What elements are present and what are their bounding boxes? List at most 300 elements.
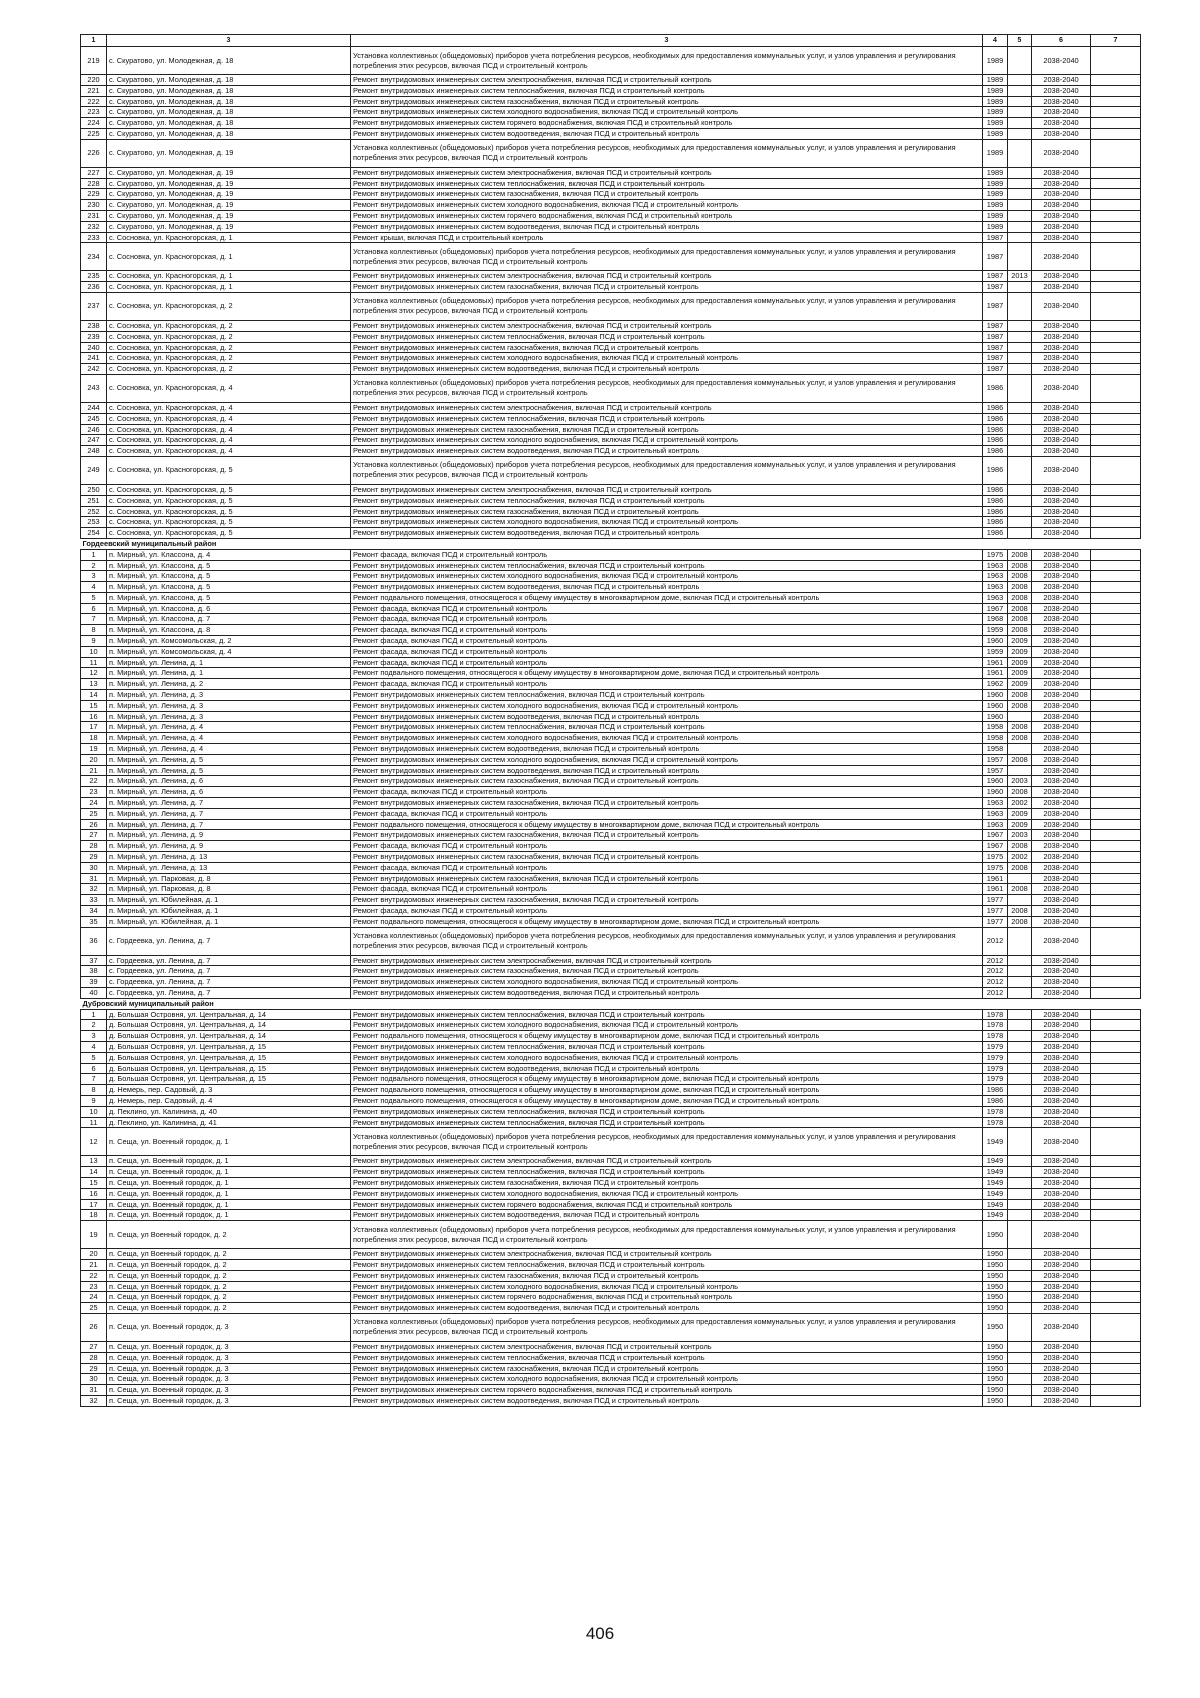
planned-period: 2038-2040 — [1032, 657, 1091, 668]
year-last-repair — [1008, 1041, 1032, 1052]
work-description: Ремонт внутридомовых инженерных систем холодного водоснабжения, включая ПСД и строительный контроль — [351, 107, 983, 118]
year-built: 1960 — [983, 787, 1008, 798]
planned-period: 2038-2040 — [1032, 862, 1091, 873]
planned-period: 2038-2040 — [1032, 765, 1091, 776]
row-number: 21 — [81, 1259, 107, 1270]
table-row — [81, 977, 1141, 988]
row-number: 8 — [81, 1085, 107, 1096]
year-last-repair — [1008, 1106, 1032, 1117]
work-description: Ремонт внутридомовых инженерных систем газоснабжения, включая ПСД и строительный контроль — [351, 830, 983, 841]
planned-period: 2038-2040 — [1032, 679, 1091, 690]
work-description: Ремонт внутридомовых инженерных систем газоснабжения, включая ПСД и строительный контроль — [351, 966, 983, 977]
planned-period: 2038-2040 — [1032, 1281, 1091, 1292]
address: с. Сосновка, ул. Красногорская, д. 4 — [107, 446, 351, 457]
year-built: 1958 — [983, 733, 1008, 744]
col7 — [1091, 167, 1141, 178]
year-built: 1989 — [983, 47, 1008, 75]
planned-period: 2038-2040 — [1032, 754, 1091, 765]
year-last-repair: 2008 — [1008, 754, 1032, 765]
col7 — [1091, 1313, 1141, 1341]
year-last-repair — [1008, 85, 1032, 96]
address: п. Мирный, ул. Ленина, д. 4 — [107, 744, 351, 755]
row-number: 19 — [81, 1221, 107, 1249]
work-description: Ремонт подвального помещения, относящегося к общему имуществу в многоквартирном доме, включая ПСД и строительный контроль — [351, 819, 983, 830]
year-last-repair — [1008, 128, 1032, 139]
year-built: 2012 — [983, 987, 1008, 998]
row-number: 240 — [81, 342, 107, 353]
row-number: 233 — [81, 232, 107, 243]
table-row — [81, 1074, 1141, 1085]
year-last-repair — [1008, 1009, 1032, 1020]
year-built: 1961 — [983, 884, 1008, 895]
work-description: Ремонт внутридомовых инженерных систем теплоснабжения, включая ПСД и строительный контроль — [351, 560, 983, 571]
row-number: 253 — [81, 517, 107, 528]
address: п. Мирный, ул. Ленина, д. 3 — [107, 711, 351, 722]
work-description: Ремонт внутридомовых инженерных систем газоснабжения, включая ПСД и строительный контроль — [351, 96, 983, 107]
table-row — [81, 614, 1141, 625]
work-description: Ремонт внутридомовых инженерных систем газоснабжения, включая ПСД и строительный контроль — [351, 282, 983, 293]
planned-period: 2038-2040 — [1032, 895, 1091, 906]
row-number: 229 — [81, 189, 107, 200]
table-row — [81, 603, 1141, 614]
year-built: 2012 — [983, 966, 1008, 977]
row-number: 224 — [81, 118, 107, 129]
year-last-repair: 2008 — [1008, 690, 1032, 701]
planned-period: 2038-2040 — [1032, 668, 1091, 679]
year-built: 2012 — [983, 977, 1008, 988]
address: п. Мирный, ул. Ленина, д. 6 — [107, 787, 351, 798]
planned-period: 2038-2040 — [1032, 700, 1091, 711]
work-description: Ремонт внутридомовых инженерных систем газоснабжения, включая ПСД и строительный контроль — [351, 873, 983, 884]
year-last-repair: 2008 — [1008, 582, 1032, 593]
section-header-row — [81, 998, 1141, 1009]
table-row — [81, 862, 1141, 873]
col7 — [1091, 668, 1141, 679]
year-built: 1963 — [983, 808, 1008, 819]
col7 — [1091, 342, 1141, 353]
table-row — [81, 1385, 1141, 1396]
table-row — [81, 808, 1141, 819]
table-row — [81, 1303, 1141, 1314]
planned-period: 2038-2040 — [1032, 364, 1091, 375]
year-last-repair — [1008, 1363, 1032, 1374]
address: с. Скуратово, ул. Молодежная, д. 18 — [107, 85, 351, 96]
year-last-repair — [1008, 96, 1032, 107]
planned-period: 2038-2040 — [1032, 1249, 1091, 1260]
year-built: 1989 — [983, 107, 1008, 118]
year-last-repair — [1008, 987, 1032, 998]
year-built: 1989 — [983, 75, 1008, 86]
row-number: 254 — [81, 528, 107, 539]
row-number: 12 — [81, 1128, 107, 1156]
year-built: 1987 — [983, 271, 1008, 282]
work-description: Ремонт внутридомовых инженерных систем холодного водоснабжения, включая ПСД и строительный контроль — [351, 733, 983, 744]
row-number: 28 — [81, 841, 107, 852]
table-row — [81, 1374, 1141, 1385]
row-number: 221 — [81, 85, 107, 96]
work-description: Ремонт внутридомовых инженерных систем газоснабжения, включая ПСД и строительный контроль — [351, 342, 983, 353]
year-built: 1950 — [983, 1341, 1008, 1352]
year-last-repair: 2008 — [1008, 722, 1032, 733]
table-row — [81, 189, 1141, 200]
year-built: 1975 — [983, 549, 1008, 560]
col7 — [1091, 517, 1141, 528]
row-number: 23 — [81, 1281, 107, 1292]
year-last-repair — [1008, 528, 1032, 539]
table-row — [81, 232, 1141, 243]
planned-period: 2038-2040 — [1032, 977, 1091, 988]
year-built: 1989 — [983, 85, 1008, 96]
year-built: 1975 — [983, 862, 1008, 873]
planned-period: 2038-2040 — [1032, 495, 1091, 506]
planned-period: 2038-2040 — [1032, 243, 1091, 271]
row-number: 2 — [81, 560, 107, 571]
year-last-repair — [1008, 506, 1032, 517]
planned-period: 2038-2040 — [1032, 320, 1091, 331]
table-row — [81, 506, 1141, 517]
col7 — [1091, 1031, 1141, 1042]
year-built: 1977 — [983, 895, 1008, 906]
address: п. Мирный, ул. Юбилейная, д. 1 — [107, 916, 351, 927]
header-cell: 6 — [1032, 35, 1091, 47]
work-description: Ремонт крыши, включая ПСД и строительный контроль — [351, 232, 983, 243]
year-last-repair — [1008, 342, 1032, 353]
year-last-repair — [1008, 1085, 1032, 1096]
table-row — [81, 446, 1141, 457]
planned-period: 2038-2040 — [1032, 592, 1091, 603]
work-description: Ремонт подвального помещения, относящегося к общему имуществу в многоквартирном доме, включая ПСД и строительный контроль — [351, 1095, 983, 1106]
col7 — [1091, 1341, 1141, 1352]
year-built: 1950 — [983, 1363, 1008, 1374]
address: с. Скуратово, ул. Молодежная, д. 18 — [107, 96, 351, 107]
year-built: 1987 — [983, 282, 1008, 293]
year-built: 1986 — [983, 506, 1008, 517]
year-last-repair — [1008, 243, 1032, 271]
address: п. Мирный, ул. Комсомольская, д. 4 — [107, 646, 351, 657]
row-number: 226 — [81, 139, 107, 167]
table-row — [81, 733, 1141, 744]
work-description: Ремонт внутридомовых инженерных систем холодного водоснабжения, включая ПСД и строительный контроль — [351, 435, 983, 446]
work-description: Ремонт внутридомовых инженерных систем холодного водоснабжения, включая ПСД и строительный контроль — [351, 353, 983, 364]
year-built: 1960 — [983, 690, 1008, 701]
col7 — [1091, 1385, 1141, 1396]
address: с. Скуратово, ул. Молодежная, д. 19 — [107, 210, 351, 221]
col7 — [1091, 1117, 1141, 1128]
year-built: 1961 — [983, 873, 1008, 884]
address: п. Мирный, ул. Ленина, д. 3 — [107, 700, 351, 711]
planned-period: 2038-2040 — [1032, 1085, 1091, 1096]
row-number: 10 — [81, 646, 107, 657]
year-built: 1986 — [983, 1095, 1008, 1106]
row-number: 228 — [81, 178, 107, 189]
year-last-repair — [1008, 711, 1032, 722]
year-built: 1975 — [983, 852, 1008, 863]
planned-period: 2038-2040 — [1032, 1363, 1091, 1374]
address: п. Мирный, ул. Классона, д. 7 — [107, 614, 351, 625]
address: п. Мирный, ул. Классона, д. 5 — [107, 571, 351, 582]
year-last-repair — [1008, 118, 1032, 129]
row-number: 5 — [81, 592, 107, 603]
year-last-repair — [1008, 178, 1032, 189]
work-description: Ремонт внутридомовых инженерных систем теплоснабжения, включая ПСД и строительный контроль — [351, 1352, 983, 1363]
row-number: 26 — [81, 819, 107, 830]
planned-period: 2038-2040 — [1032, 1167, 1091, 1178]
row-number: 29 — [81, 1363, 107, 1374]
col7 — [1091, 841, 1141, 852]
work-description: Ремонт внутридомовых инженерных систем водоотведения, включая ПСД и строительный контроль — [351, 128, 983, 139]
col7 — [1091, 139, 1141, 167]
address: с. Сосновка, ул. Красногорская, д. 1 — [107, 243, 351, 271]
work-description: Ремонт внутридомовых инженерных систем газоснабжения, включая ПСД и строительный контроль — [351, 1363, 983, 1374]
col7 — [1091, 1177, 1141, 1188]
work-description: Ремонт внутридомовых инженерных систем электроснабжения, включая ПСД и строительный контроль — [351, 167, 983, 178]
col7 — [1091, 765, 1141, 776]
row-number: 3 — [81, 1031, 107, 1042]
row-number: 25 — [81, 808, 107, 819]
row-number: 34 — [81, 906, 107, 917]
year-last-repair: 2002 — [1008, 852, 1032, 863]
row-number: 3 — [81, 571, 107, 582]
work-description: Ремонт внутридомовых инженерных систем горячего водоснабжения, включая ПСД и строительный контроль — [351, 1199, 983, 1210]
row-number: 241 — [81, 353, 107, 364]
year-built: 1978 — [983, 1031, 1008, 1042]
year-last-repair — [1008, 966, 1032, 977]
planned-period: 2038-2040 — [1032, 603, 1091, 614]
col7 — [1091, 413, 1141, 424]
work-description: Ремонт внутридомовых инженерных систем водоотведения, включая ПСД и строительный контроль — [351, 1395, 983, 1406]
planned-period: 2038-2040 — [1032, 271, 1091, 282]
planned-period: 2038-2040 — [1032, 1177, 1091, 1188]
year-last-repair — [1008, 456, 1032, 484]
planned-period: 2038-2040 — [1032, 446, 1091, 457]
year-last-repair — [1008, 1167, 1032, 1178]
work-description: Ремонт фасада, включая ПСД и строительный контроль — [351, 808, 983, 819]
row-number: 17 — [81, 722, 107, 733]
work-description: Ремонт внутридомовых инженерных систем газоснабжения, включая ПСД и строительный контроль — [351, 189, 983, 200]
table-row — [81, 1270, 1141, 1281]
address: с. Сосновка, ул. Красногорская, д. 4 — [107, 435, 351, 446]
col7 — [1091, 1303, 1141, 1314]
planned-period: 2038-2040 — [1032, 1199, 1091, 1210]
work-description: Ремонт подвального помещения, относящегося к общему имуществу в многоквартирном доме, включая ПСД и строительный контроль — [351, 1074, 983, 1085]
year-built: 1963 — [983, 571, 1008, 582]
year-last-repair — [1008, 1063, 1032, 1074]
table-row — [81, 841, 1141, 852]
planned-period: 2038-2040 — [1032, 1063, 1091, 1074]
address: д. Большая Островня, ул. Центральная, д. 14 — [107, 1009, 351, 1020]
planned-period: 2038-2040 — [1032, 506, 1091, 517]
table-row — [81, 646, 1141, 657]
address: п. Сеща, ул. Военный городок, д. 1 — [107, 1188, 351, 1199]
row-number: 18 — [81, 733, 107, 744]
address: п. Мирный, ул. Ленина, д. 13 — [107, 862, 351, 873]
row-number: 1 — [81, 1009, 107, 1020]
table-row — [81, 374, 1141, 402]
col7 — [1091, 1009, 1141, 1020]
table-row — [81, 690, 1141, 701]
planned-period: 2038-2040 — [1032, 955, 1091, 966]
row-number: 230 — [81, 200, 107, 211]
table-row — [81, 221, 1141, 232]
year-built: 1961 — [983, 668, 1008, 679]
work-description: Ремонт внутридомовых инженерных систем теплоснабжения, включая ПСД и строительный контроль — [351, 1167, 983, 1178]
col7 — [1091, 862, 1141, 873]
year-last-repair — [1008, 1188, 1032, 1199]
address: с. Скуратово, ул. Молодежная, д. 19 — [107, 221, 351, 232]
col7 — [1091, 47, 1141, 75]
table-row — [81, 1363, 1141, 1374]
address: п. Сеща, ул. Военный городок, д. 3 — [107, 1363, 351, 1374]
address: п. Сеща, ул. Военный городок, д. 3 — [107, 1352, 351, 1363]
year-last-repair: 2009 — [1008, 819, 1032, 830]
address: п. Сеща, ул. Военный городок, д. 3 — [107, 1395, 351, 1406]
planned-period: 2038-2040 — [1032, 1095, 1091, 1106]
year-built: 1977 — [983, 906, 1008, 917]
col7 — [1091, 1020, 1141, 1031]
col7 — [1091, 200, 1141, 211]
col7 — [1091, 1041, 1141, 1052]
year-built: 1986 — [983, 517, 1008, 528]
planned-period: 2038-2040 — [1032, 711, 1091, 722]
row-number: 25 — [81, 1303, 107, 1314]
col7 — [1091, 495, 1141, 506]
col7 — [1091, 636, 1141, 647]
planned-period: 2038-2040 — [1032, 456, 1091, 484]
col7 — [1091, 364, 1141, 375]
year-built: 1967 — [983, 841, 1008, 852]
row-number: 11 — [81, 1117, 107, 1128]
year-last-repair: 2008 — [1008, 625, 1032, 636]
col7 — [1091, 282, 1141, 293]
work-description: Ремонт фасада, включая ПСД и строительный контроль — [351, 906, 983, 917]
address: с. Скуратово, ул. Молодежная, д. 18 — [107, 75, 351, 86]
year-last-repair — [1008, 1128, 1032, 1156]
planned-period: 2038-2040 — [1032, 987, 1091, 998]
table-row — [81, 1210, 1141, 1221]
address: п. Мирный, ул. Классона, д. 5 — [107, 592, 351, 603]
year-last-repair: 2008 — [1008, 787, 1032, 798]
table-row — [81, 413, 1141, 424]
table-row — [81, 571, 1141, 582]
work-description: Ремонт внутридомовых инженерных систем горячего водоснабжения, включая ПСД и строительный контроль — [351, 210, 983, 221]
planned-period: 2038-2040 — [1032, 841, 1091, 852]
year-built: 1989 — [983, 167, 1008, 178]
table-row — [81, 955, 1141, 966]
row-number: 239 — [81, 331, 107, 342]
address: с. Сосновка, ул. Красногорская, д. 2 — [107, 320, 351, 331]
year-built: 1963 — [983, 582, 1008, 593]
year-last-repair — [1008, 292, 1032, 320]
planned-period: 2038-2040 — [1032, 1259, 1091, 1270]
row-number: 1 — [81, 549, 107, 560]
year-last-repair — [1008, 873, 1032, 884]
planned-period: 2038-2040 — [1032, 221, 1091, 232]
col7 — [1091, 107, 1141, 118]
address: с. Гордеевка, ул. Ленина, д. 7 — [107, 977, 351, 988]
table-row — [81, 754, 1141, 765]
planned-period: 2038-2040 — [1032, 1270, 1091, 1281]
row-number: 242 — [81, 364, 107, 375]
col7 — [1091, 733, 1141, 744]
table-row — [81, 1063, 1141, 1074]
address: п. Сеща, ул. Военный городок, д. 1 — [107, 1177, 351, 1188]
col7 — [1091, 830, 1141, 841]
table-row — [81, 342, 1141, 353]
col7 — [1091, 1292, 1141, 1303]
year-built: 1989 — [983, 139, 1008, 167]
year-built: 1986 — [983, 484, 1008, 495]
year-last-repair: 2009 — [1008, 646, 1032, 657]
work-description: Ремонт внутридомовых инженерных систем горячего водоснабжения, включая ПСД и строительный контроль — [351, 1385, 983, 1396]
table-row — [81, 320, 1141, 331]
col7 — [1091, 744, 1141, 755]
table-row — [81, 916, 1141, 927]
col7 — [1091, 292, 1141, 320]
planned-period: 2038-2040 — [1032, 1292, 1091, 1303]
col7 — [1091, 1374, 1141, 1385]
year-built: 1986 — [983, 446, 1008, 457]
address: п. Мирный, ул. Ленина, д. 9 — [107, 841, 351, 852]
table-row — [81, 582, 1141, 593]
address: п. Сеща, ул Военный городок, д. 2 — [107, 1292, 351, 1303]
work-description: Установка коллективных (общедомовых) приборов учета потребления ресурсов, необходимых для предоставления коммунальных услуг, и узлов управления и регулирования потребления этих ресурсов, включая ПСД и строительный контроль — [351, 1128, 983, 1156]
planned-period: 2038-2040 — [1032, 107, 1091, 118]
col7 — [1091, 966, 1141, 977]
work-description: Ремонт внутридомовых инженерных систем теплоснабжения, включая ПСД и строительный контроль — [351, 331, 983, 342]
table-row — [81, 1259, 1141, 1270]
col7 — [1091, 1270, 1141, 1281]
page-number: 406 — [585, 1624, 615, 1643]
row-number: 244 — [81, 402, 107, 413]
col7 — [1091, 603, 1141, 614]
table-row — [81, 679, 1141, 690]
address: д. Большая Островня, ул. Центральная, д. 14 — [107, 1020, 351, 1031]
table-row — [81, 657, 1141, 668]
section-title: Гордеевский муниципальный район — [81, 538, 1141, 549]
table-row — [81, 592, 1141, 603]
year-last-repair — [1008, 331, 1032, 342]
table-row — [81, 353, 1141, 364]
address: п. Мирный, ул. Ленина, д. 7 — [107, 819, 351, 830]
table-row — [81, 1199, 1141, 1210]
row-number: 12 — [81, 668, 107, 679]
work-description: Установка коллективных (общедомовых) приборов учета потребления ресурсов, необходимых для предоставления коммунальных услуг, и узлов управления и регулирования потребления этих ресурсов, включая ПСД и строительный контроль — [351, 927, 983, 955]
year-built: 1978 — [983, 1009, 1008, 1020]
work-description: Ремонт подвального помещения, относящегося к общему имуществу в многоквартирном доме, включая ПСД и строительный контроль — [351, 916, 983, 927]
header-cell: 1 — [81, 35, 107, 47]
row-number: 15 — [81, 1177, 107, 1188]
table-row — [81, 1281, 1141, 1292]
work-description: Ремонт фасада, включая ПСД и строительный контроль — [351, 862, 983, 873]
row-number: 17 — [81, 1199, 107, 1210]
planned-period: 2038-2040 — [1032, 484, 1091, 495]
year-built: 1959 — [983, 646, 1008, 657]
work-description: Установка коллективных (общедомовых) приборов учета потребления ресурсов, необходимых для предоставления коммунальных услуг, и узлов управления и регулирования потребления этих ресурсов, включая ПСД и строительный контроль — [351, 1313, 983, 1341]
address: п. Сеща, ул. Военный городок, д. 3 — [107, 1385, 351, 1396]
planned-period: 2038-2040 — [1032, 1020, 1091, 1031]
work-description: Ремонт фасада, включая ПСД и строительный контроль — [351, 549, 983, 560]
work-description: Ремонт подвального помещения, относящегося к общему имуществу в многоквартирном доме, включая ПСД и строительный контроль — [351, 668, 983, 679]
col7 — [1091, 243, 1141, 271]
table-row — [81, 200, 1141, 211]
row-number: 40 — [81, 987, 107, 998]
address: с. Сосновка, ул. Красногорская, д. 5 — [107, 456, 351, 484]
col7 — [1091, 679, 1141, 690]
planned-period: 2038-2040 — [1032, 210, 1091, 221]
row-number: 39 — [81, 977, 107, 988]
address: п. Сеща, ул. Военный городок, д. 1 — [107, 1167, 351, 1178]
row-number: 223 — [81, 107, 107, 118]
